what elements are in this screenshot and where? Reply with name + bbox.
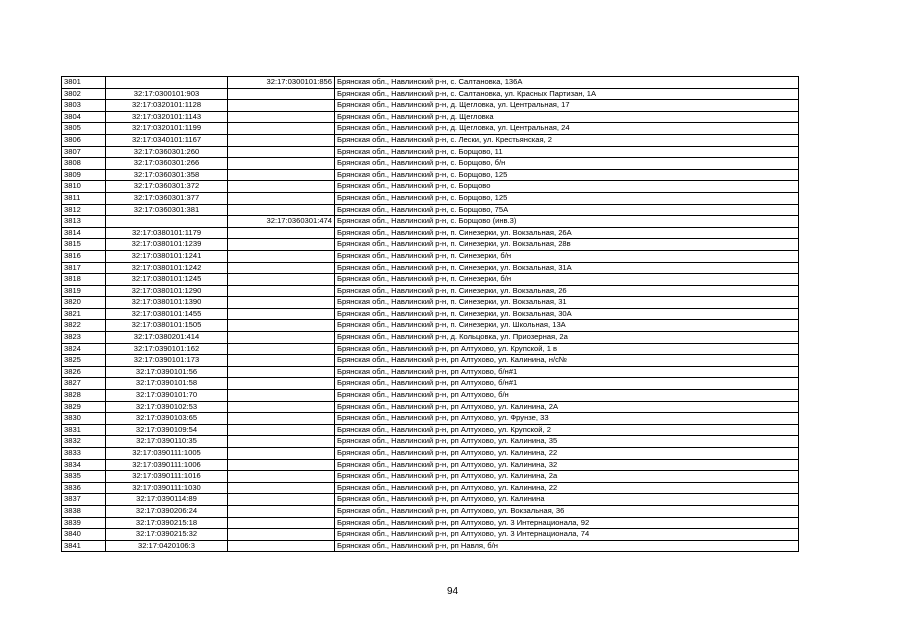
cadastral-number-alt-cell [228,100,335,112]
cadastral-number-alt-cell [228,424,335,436]
address-cell: Брянская обл., Навлинский р-н, рп Алтухово, ул. Калинина, 32 [335,459,799,471]
row-number-cell: 3833 [62,448,106,460]
cadastral-number-alt-cell [228,158,335,170]
cadastral-number-alt-cell [228,204,335,216]
address-cell: Брянская обл., Навлинский р-н, рп Алтухово, ул. Калинина, н/с№ [335,355,799,367]
cadastral-number-cell: 32:17:0390103:65 [106,413,228,425]
cadastral-number-alt-cell [228,239,335,251]
table-row [62,343,799,355]
cadastral-number-cell: 32:17:0380101:1290 [106,285,228,297]
row-number-cell: 3823 [62,332,106,344]
table-row [62,111,799,123]
address-cell: Брянская обл., Навлинский р-н, с. Лески, ул. Крестьянская, 2 [335,134,799,146]
table-row [62,146,799,158]
table-row [62,332,799,344]
cadastral-number-cell: 32:17:0390114:89 [106,494,228,506]
row-number-cell: 3838 [62,505,106,517]
table-row [62,320,799,332]
cadastral-number-alt-cell [228,285,335,297]
cadastral-number-cell: 32:17:0390101:162 [106,343,228,355]
cadastral-number-cell: 32:17:0390101:56 [106,366,228,378]
address-cell: Брянская обл., Навлинский р-н, д. Щегловка, ул. Центральная, 24 [335,123,799,135]
table-row [62,262,799,274]
row-number-cell: 3814 [62,227,106,239]
row-number-cell: 3811 [62,192,106,204]
cadastral-number-alt-cell [228,111,335,123]
cadastral-number-alt-cell [228,332,335,344]
cadastral-number-cell: 32:17:0390111:1016 [106,471,228,483]
address-cell: Брянская обл., Навлинский р-н, п. Синезерки, ул. Школьная, 13А [335,320,799,332]
table-row [62,436,799,448]
table-row [62,181,799,193]
cadastral-number-cell: 32:17:0390109:54 [106,424,228,436]
table-row [62,529,799,541]
cadastral-number-cell: 32:17:0380101:1239 [106,239,228,251]
table-row [62,459,799,471]
address-cell: Брянская обл., Навлинский р-н, с. Салтановка, 136А [335,77,799,89]
cadastral-number-alt-cell [228,505,335,517]
cadastral-number-alt-cell [228,227,335,239]
cadastral-number-alt-cell [228,448,335,460]
address-cell: Брянская обл., Навлинский р-н, рп Алтухово, ул. Фрунзе, 33 [335,413,799,425]
address-cell: Брянская обл., Навлинский р-н, рп Алтухово, ул. Калинина [335,494,799,506]
row-number-cell: 3815 [62,239,106,251]
table-row [62,448,799,460]
cadastral-number-alt-cell [228,146,335,158]
row-number-cell: 3831 [62,424,106,436]
cadastral-number-alt-cell [228,529,335,541]
address-cell: Брянская обл., Навлинский р-н, рп Алтухово, ул. Калинина, 2А [335,401,799,413]
cadastral-number-cell: 32:17:0390101:58 [106,378,228,390]
cadastral-number-alt-cell [228,366,335,378]
address-cell: Брянская обл., Навлинский р-н, рп Алтухово, ул. Калинина, 2а [335,471,799,483]
cadastral-number-alt-cell [228,494,335,506]
address-cell: Брянская обл., Навлинский р-н, п. Синезерки, ул. Вокзальная, 26А [335,227,799,239]
cadastral-number-cell: 32:17:0380101:1241 [106,250,228,262]
page-number: 94 [446,586,459,597]
table-row [62,239,799,251]
row-number-cell: 3810 [62,181,106,193]
cadastral-number-cell: 32:17:0390101:70 [106,390,228,402]
cadastral-number-alt-cell [228,436,335,448]
cadastral-number-alt-cell [228,355,335,367]
address-cell: Брянская обл., Навлинский р-н, с. Салтановка, ул. Красных Партизан, 1А [335,88,799,100]
address-cell: Брянская обл., Навлинский р-н, с. Борщово, б/н [335,158,799,170]
row-number-cell: 3804 [62,111,106,123]
cadastral-number-alt-cell [228,134,335,146]
address-cell: Брянская обл., Навлинский р-н, п. Синезерки, ул. Вокзальная, 28в [335,239,799,251]
row-number-cell: 3820 [62,297,106,309]
address-cell: Брянская обл., Навлинский р-н, рп Алтухово, ул. 3 Интернационала, 92 [335,517,799,529]
cadastral-number-alt-cell [228,343,335,355]
cadastral-number-cell: 32:17:0380101:1505 [106,320,228,332]
table-row [62,471,799,483]
row-number-cell: 3812 [62,204,106,216]
cadastral-number-alt-cell [228,517,335,529]
cadastral-number-alt-cell [228,192,335,204]
cadastral-number-alt-cell [228,390,335,402]
table-row [62,390,799,402]
cadastral-number-alt-cell [228,169,335,181]
address-cell: Брянская обл., Навлинский р-н, с. Борщово [335,181,799,193]
cadastral-number-alt-cell [228,123,335,135]
cadastral-number-cell: 32:17:0390101:173 [106,355,228,367]
table-row [62,158,799,170]
cadastral-number-cell: 32:17:0380101:1390 [106,297,228,309]
row-number-cell: 3839 [62,517,106,529]
address-cell: Брянская обл., Навлинский р-н, с. Борщово, 125 [335,169,799,181]
row-number-cell: 3808 [62,158,106,170]
table-row [62,134,799,146]
cadastral-number-cell: 32:17:0420106:3 [106,540,228,552]
table-row [62,216,799,228]
cadastral-number-cell: 32:17:0360301:266 [106,158,228,170]
table-row [62,204,799,216]
table-row [62,355,799,367]
address-cell: Брянская обл., Навлинский р-н, д. Кольцовка, ул. Приозерная, 2а [335,332,799,344]
cadastral-number-cell: 32:17:0320101:1128 [106,100,228,112]
cadastral-number-alt-cell [228,88,335,100]
address-cell: Брянская обл., Навлинский р-н, с. Борщово, 11 [335,146,799,158]
cadastral-number-cell [106,77,228,89]
table-row [62,494,799,506]
table-row [62,77,799,89]
row-number-cell: 3817 [62,262,106,274]
address-cell: Брянская обл., Навлинский р-н, п. Синезерки, ул. Вокзальная, 30А [335,308,799,320]
table-row [62,285,799,297]
address-cell: Брянская обл., Навлинский р-н, рп Алтухово, ул. Калинина, 35 [335,436,799,448]
address-cell: Брянская обл., Навлинский р-н, п. Синезерки, ул. Вокзальная, 31 [335,297,799,309]
cadastral-number-cell: 32:17:0360301:381 [106,204,228,216]
row-number-cell: 3834 [62,459,106,471]
address-cell: Брянская обл., Навлинский р-н, с. Борщово (инв.3) [335,216,799,228]
cadastral-number-cell: 32:17:0380101:1179 [106,227,228,239]
cadastral-number-cell: 32:17:0390111:1030 [106,482,228,494]
row-number-cell: 3826 [62,366,106,378]
table-row [62,540,799,552]
address-cell: Брянская обл., Навлинский р-н, рп Алтухово, ул. Крупской, 2 [335,424,799,436]
cadastral-number-alt-cell [228,262,335,274]
cadastral-number-cell: 32:17:0390215:18 [106,517,228,529]
address-cell: Брянская обл., Навлинский р-н, рп Алтухово, б/н#1 [335,366,799,378]
cadastral-number-cell: 32:17:0320101:1143 [106,111,228,123]
cadastral-number-cell: 32:17:0360301:372 [106,181,228,193]
row-number-cell: 3835 [62,471,106,483]
cadastral-number-alt-cell [228,297,335,309]
row-number-cell: 3840 [62,529,106,541]
row-number-cell: 3806 [62,134,106,146]
cadastral-number-cell: 32:17:0320101:1199 [106,123,228,135]
address-cell: Брянская обл., Навлинский р-н, рп Алтухово, ул. Вокзальная, 36 [335,505,799,517]
address-cell: Брянская обл., Навлинский р-н, п. Синезерки, б/н [335,250,799,262]
row-number-cell: 3822 [62,320,106,332]
table-row [62,192,799,204]
cadastral-number-cell: 32:17:0390215:32 [106,529,228,541]
row-number-cell: 3801 [62,77,106,89]
row-number-cell: 3836 [62,482,106,494]
row-number-cell: 3821 [62,308,106,320]
cadastral-number-cell: 32:17:0360301:377 [106,192,228,204]
address-cell: Брянская обл., Навлинский р-н, рп Алтухово, ул. 3 Интернационала, 74 [335,529,799,541]
table-row [62,505,799,517]
cadastral-number-alt-cell [228,540,335,552]
table-row [62,169,799,181]
table-row [62,424,799,436]
row-number-cell: 3813 [62,216,106,228]
table-row [62,401,799,413]
cadastral-number-cell: 32:17:0300101:903 [106,88,228,100]
address-cell: Брянская обл., Навлинский р-н, п. Синезерки, ул. Вокзальная, 26 [335,285,799,297]
address-cell: Брянская обл., Навлинский р-н, д. Щегловка, ул. Центральная, 17 [335,100,799,112]
row-number-cell: 3837 [62,494,106,506]
row-number-cell: 3818 [62,274,106,286]
registry-table [61,76,799,552]
row-number-cell: 3819 [62,285,106,297]
cadastral-number-cell: 32:17:0390102:53 [106,401,228,413]
row-number-cell: 3830 [62,413,106,425]
cadastral-number-alt-cell [228,378,335,390]
cadastral-number-cell: 32:17:0380101:1455 [106,308,228,320]
address-cell: Брянская обл., Навлинский р-н, рп Алтухово, б/н [335,390,799,402]
row-number-cell: 3829 [62,401,106,413]
address-cell: Брянская обл., Навлинский р-н, п. Синезерки, б/н [335,274,799,286]
cadastral-number-alt-cell [228,413,335,425]
table-row [62,413,799,425]
address-cell: Брянская обл., Навлинский р-н, рп Алтухово, ул. Калинина, 22 [335,448,799,460]
row-number-cell: 3807 [62,146,106,158]
table-row [62,482,799,494]
cadastral-number-alt-cell [228,250,335,262]
address-cell: Брянская обл., Навлинский р-н, рп Алтухово, ул. Калинина, 22 [335,482,799,494]
cadastral-number-alt-cell [228,459,335,471]
table-row [62,308,799,320]
row-number-cell: 3805 [62,123,106,135]
cadastral-number-alt-cell [228,482,335,494]
row-number-cell: 3824 [62,343,106,355]
row-number-cell: 3809 [62,169,106,181]
cadastral-number-cell: 32:17:0390111:1005 [106,448,228,460]
cadastral-number-alt-cell [228,181,335,193]
cadastral-number-cell [106,216,228,228]
cadastral-number-alt-cell [228,308,335,320]
row-number-cell: 3825 [62,355,106,367]
cadastral-number-cell: 32:17:0390206:24 [106,505,228,517]
table-row [62,297,799,309]
table-row [62,88,799,100]
row-number-cell: 3832 [62,436,106,448]
address-cell: Брянская обл., Навлинский р-н, рп Навля, б/н [335,540,799,552]
table-row [62,274,799,286]
row-number-cell: 3802 [62,88,106,100]
cadastral-number-cell: 32:17:0340101:1167 [106,134,228,146]
row-number-cell: 3828 [62,390,106,402]
registry-table-body [62,77,799,552]
address-cell: Брянская обл., Навлинский р-н, с. Борщово, 75А [335,204,799,216]
cadastral-number-alt-cell [228,401,335,413]
table-row [62,366,799,378]
cadastral-number-cell: 32:17:0360301:260 [106,146,228,158]
row-number-cell: 3841 [62,540,106,552]
address-cell: Брянская обл., Навлинский р-н, рп Алтухово, ул. Крупской, 1 в [335,343,799,355]
cadastral-number-cell: 32:17:0380101:1245 [106,274,228,286]
address-cell: Брянская обл., Навлинский р-н, рп Алтухово, б/н#1 [335,378,799,390]
cadastral-number-cell: 32:17:0390110:35 [106,436,228,448]
row-number-cell: 3803 [62,100,106,112]
cadastral-number-alt-cell: 32:17:0300101:856 [228,77,335,89]
cadastral-number-alt-cell [228,471,335,483]
address-cell: Брянская обл., Навлинский р-н, с. Борщово, 125 [335,192,799,204]
table-row [62,100,799,112]
table-row [62,227,799,239]
row-number-cell: 3827 [62,378,106,390]
cadastral-number-alt-cell: 32:17:0360301:474 [228,216,335,228]
address-cell: Брянская обл., Навлинский р-н, п. Синезерки, ул. Вокзальная, 31А [335,262,799,274]
cadastral-number-alt-cell [228,320,335,332]
table-row [62,378,799,390]
cadastral-number-cell: 32:17:0360301:358 [106,169,228,181]
row-number-cell: 3816 [62,250,106,262]
table-row [62,250,799,262]
address-cell: Брянская обл., Навлинский р-н, д. Щегловка [335,111,799,123]
cadastral-number-cell: 32:17:0390111:1006 [106,459,228,471]
cadastral-number-alt-cell [228,274,335,286]
cadastral-number-cell: 32:17:0380201:414 [106,332,228,344]
cadastral-number-cell: 32:17:0380101:1242 [106,262,228,274]
table-row [62,123,799,135]
table-row [62,517,799,529]
